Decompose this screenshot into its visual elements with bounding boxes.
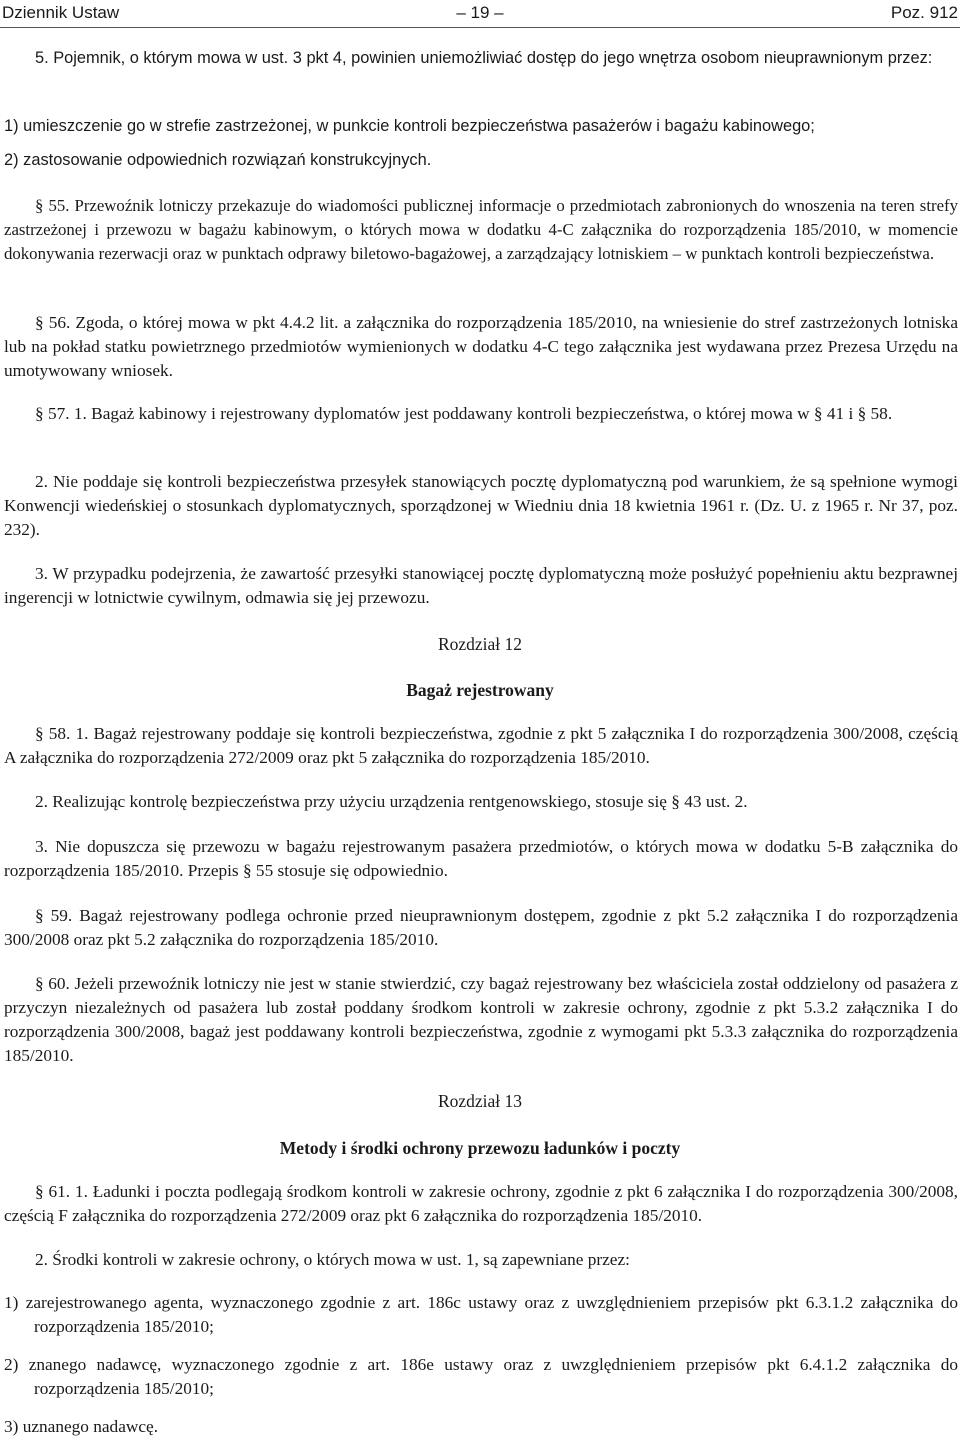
journal-title: Dziennik Ustaw <box>2 3 120 22</box>
list-item-5-2: 2) zastosowanie odpowiednich rozwiązań konstrukcyjnych. <box>4 151 432 169</box>
list-item-61-2-3: 3) uznanego nadawcę. <box>4 1417 159 1436</box>
section-55: § 55. Przewoźnik lotniczy przekazuje do wiadomości publicznej informacje o przedmiotach zabronionych do wnoszenia na teren strefy zastrzeżonej i przewozu w bagażu kabinowym, o których mowa w dodatku 4-C załącznika do rozporządzenia 185/2010, w momencie dokonywania rezerwacji oraz w punktach odprawy biletowo-bagażowej, a zarządzający lotniskiem – w punktach kontroli bezpieczeństwa. <box>4 196 958 263</box>
chapter-12-title: Bagaż rejestrowany <box>406 680 554 700</box>
header-divider <box>0 27 960 28</box>
section-57-2: 2. Nie poddaje się kontroli bezpieczeństwa przesyłek stanowiących pocztę dyplomatyczną pod warunkiem, że są spełnione wymogi Konwencji wiedeńskiej o stosunkach dyplomatycznych, sporządzonej w Wiedniu dnia 18 kwietnia 1961 r. (Dz. U. z 1965 r. Nr 37, poz. 232). <box>4 472 958 539</box>
section-58-1: § 58. 1. Bagaż rejestrowany poddaje się kontroli bezpieczeństwa, zgodnie z pkt 5 załącznika I do rozporządzenia 300/2008, częścią A załącznika do rozporządzenia 272/2009 oraz pkt 5 załącznika do rozporządzenia 185/2010. <box>4 724 958 767</box>
page-header <box>0 2 960 26</box>
position-number: Poz. 912 <box>890 3 958 22</box>
section-61-1: § 61. 1. Ładunki i poczta podlegają środkom kontroli w zakresie ochrony, zgodnie z pkt 6 załącznika I do rozporządzenia 300/2008, częścią F załącznika do rozporządzenia 272/2009 oraz pkt 6 załącznika do rozporządzenia 185/2010. <box>4 1182 958 1225</box>
section-58-3: 3. Nie dopuszcza się przewozu w bagażu rejestrowanym pasażera przedmiotów, o których mowa w dodatku 5-B załącznika do rozporządzenia 185/2010. Przepis § 55 stosuje się odpowiednio. <box>4 837 958 880</box>
chapter-13-title: Metody i środki ochrony przewozu ładunków i poczty <box>279 1138 681 1158</box>
section-56: § 56. Zgoda, o której mowa w pkt 4.4.2 lit. a załącznika do rozporządzenia 185/2010, na wniesienie do stref zastrzeżonych lotniska lub na pokład statku powietrznego przedmiotów wymienionych w dodatku 4-C tego załącznika jest wydawana przez Prezesa Urzędu na umotywowany wniosek. <box>4 313 958 380</box>
section-58-2: 2. Realizując kontrolę bezpieczeństwa przy użyciu urządzenia rentgenowskiego, stosuje się § 43 ust. 2. <box>35 792 748 811</box>
chapter-12-number: Rozdział 12 <box>437 634 523 654</box>
chapter-13-number: Rozdział 13 <box>437 1091 523 1111</box>
list-item-61-2-2: 2) znanego nadawcę, wyznaczonego zgodnie z art. 186e ustawy oraz z uwzględnieniem przepisów pkt 6.4.1.2 załącznika do rozporządzenia 185/2010; <box>4 1355 958 1398</box>
list-item-61-2-1: 1) zarejestrowanego agenta, wyznaczonego zgodnie z art. 186c ustawy oraz z uwzględnieniem przepisów pkt 6.3.1.2 załącznika do rozporządzenia 185/2010; <box>4 1293 958 1336</box>
list-item-5-1: 1) umieszczenie go w strefie zastrzeżonej, w punkcie kontroli bezpieczeństwa pasażerów i bagażu kabinowego; <box>4 117 815 135</box>
section-57-1: § 57. 1. Bagaż kabinowy i rejestrowany dyplomatów jest poddawany kontroli bezpieczeństwa, o której mowa w § 41 i § 58. <box>35 404 893 423</box>
page-number: – 19 – <box>456 3 504 22</box>
section-59: § 59. Bagaż rejestrowany podlega ochronie przed nieuprawnionym dostępem, zgodnie z pkt 5.2 załącznika I do rozporządzenia 300/2008 oraz pkt 5.2 załącznika do rozporządzenia 185/2010. <box>4 906 958 949</box>
paragraph-5: 5. Pojemnik, o którym mowa w ust. 3 pkt 4, powinien uniemożliwiać dostęp do jego wnętrza osobom nieuprawnionym przez: <box>35 49 933 67</box>
section-61-2: 2. Środki kontroli w zakresie ochrony, o których mowa w ust. 1, są zapewniane przez: <box>35 1250 630 1269</box>
section-60: § 60. Jeżeli przewoźnik lotniczy nie jest w stanie stwierdzić, czy bagaż rejestrowany bez właściciela został oddzielony od pasażera z przyczyn niezależnych od pasażera lub został poddany środkom kontroli w zakresie ochrony, zgodnie z pkt 5.3.2 załącznika I do rozporządzenia 300/2008, bagaż jest poddawany kontroli bezpieczeństwa, zgodnie z wymogami pkt 5.3.3 załącznika do rozporządzenia 185/2010. <box>4 974 958 1065</box>
section-57-3: 3. W przypadku podejrzenia, że zawartość przesyłki stanowiącej pocztę dyplomatyczną może posłużyć popełnieniu aktu bezprawnej ingerencji w lotnictwie cywilnym, odmawia się jej przewozu. <box>4 564 958 607</box>
